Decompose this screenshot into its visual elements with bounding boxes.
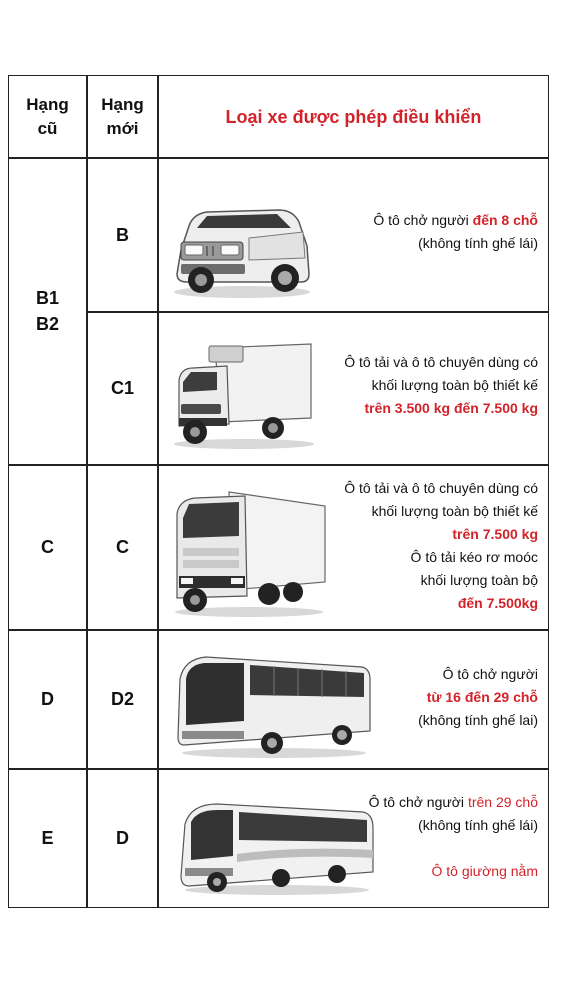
bus-image — [174, 649, 374, 761]
new-class-label: C1 — [110, 378, 134, 398]
description-highlight: đến 7.500kg — [457, 595, 538, 611]
description-line — [418, 709, 538, 732]
description-text: Ô tô chở người — [368, 794, 468, 810]
new-class-cell-c — [88, 465, 157, 629]
new-class-label: D — [116, 827, 129, 848]
description-line — [344, 477, 538, 500]
license-class-table — [8, 75, 549, 908]
new-class-label: B — [116, 224, 129, 245]
coach-bus-image — [177, 798, 377, 898]
description-line — [344, 546, 538, 569]
description-line — [344, 374, 538, 397]
description-text: (không tính ghế lái) — [418, 235, 538, 251]
description-line — [344, 523, 538, 546]
old-class-cell-d — [9, 630, 86, 768]
header-old-class-label: Hạng cũ — [26, 94, 69, 138]
old-class-cell-e — [9, 769, 86, 906]
new-class-label: C — [116, 537, 129, 557]
description-text: Ô tô tải kéo rơ moóc — [410, 549, 538, 565]
old-class-cell-b1-b2 — [9, 158, 86, 464]
description-text: khối lượng toàn bộ — [420, 572, 538, 588]
header-new-class — [88, 76, 157, 157]
old-class-b2: B2 — [35, 314, 59, 334]
header-title — [159, 76, 548, 157]
new-class-label: D2 — [110, 689, 134, 709]
description-text: (không tính ghế lái) — [418, 817, 538, 833]
description-text: khối lượng toàn bộ thiết kế — [371, 503, 538, 519]
description-b — [373, 209, 538, 255]
new-class-cell-d2 — [88, 630, 157, 768]
description-line — [373, 209, 538, 232]
description-line — [344, 397, 538, 420]
description-highlight: từ 16 đến 29 chỗ — [426, 689, 538, 705]
description-line — [418, 663, 538, 686]
description-e — [369, 791, 538, 883]
header-new-class-label: Hạng mới — [101, 94, 144, 138]
description-text: Ô tô chở người — [373, 212, 473, 228]
suv-car-image — [167, 188, 317, 300]
old-class-label: C — [41, 537, 54, 557]
new-class-cell-d — [88, 769, 157, 906]
description-line — [344, 569, 538, 592]
description-highlight: Ô tô giường nằm — [431, 863, 538, 879]
description-highlight: trên 29 chỗ — [467, 794, 538, 810]
description-line — [344, 351, 538, 374]
description-c1 — [344, 351, 538, 420]
description-text: Ô tô chở người — [442, 666, 538, 682]
new-class-cell-c1 — [88, 312, 157, 464]
description-line — [369, 860, 538, 883]
column-divider — [157, 76, 159, 907]
old-class-b1: B1 — [35, 288, 59, 308]
description-line — [369, 814, 538, 837]
description-text: khối lượng toàn bộ thiết kế — [371, 377, 538, 393]
description-highlight: trên 7.500 kg — [452, 526, 538, 542]
old-class-label: D — [41, 689, 54, 709]
header-old-class — [9, 76, 86, 157]
old-class-label: E — [41, 827, 54, 848]
header-title-label: Loại xe được phép điều khiển — [225, 106, 482, 127]
description-text: (không tính ghế lai) — [418, 712, 538, 728]
description-line — [369, 837, 538, 860]
description-line — [373, 232, 538, 255]
new-class-cell-b — [88, 158, 157, 311]
description-highlight: đến 8 chỗ — [472, 212, 538, 228]
description-d2 — [418, 663, 538, 732]
description-c — [344, 477, 538, 615]
box-truck-image — [169, 486, 329, 620]
description-line — [344, 592, 538, 615]
old-class-cell-c — [9, 465, 86, 629]
description-line — [344, 500, 538, 523]
description-text: Ô tô tải và ô tô chuyên dùng có — [344, 354, 538, 370]
refrigerated-truck-image — [169, 340, 319, 452]
description-line — [418, 686, 538, 709]
description-highlight: trên 3.500 kg đến 7.500 kg — [364, 400, 538, 416]
description-text: Ô tô tải và ô tô chuyên dùng có — [344, 480, 538, 496]
description-line — [369, 791, 538, 814]
